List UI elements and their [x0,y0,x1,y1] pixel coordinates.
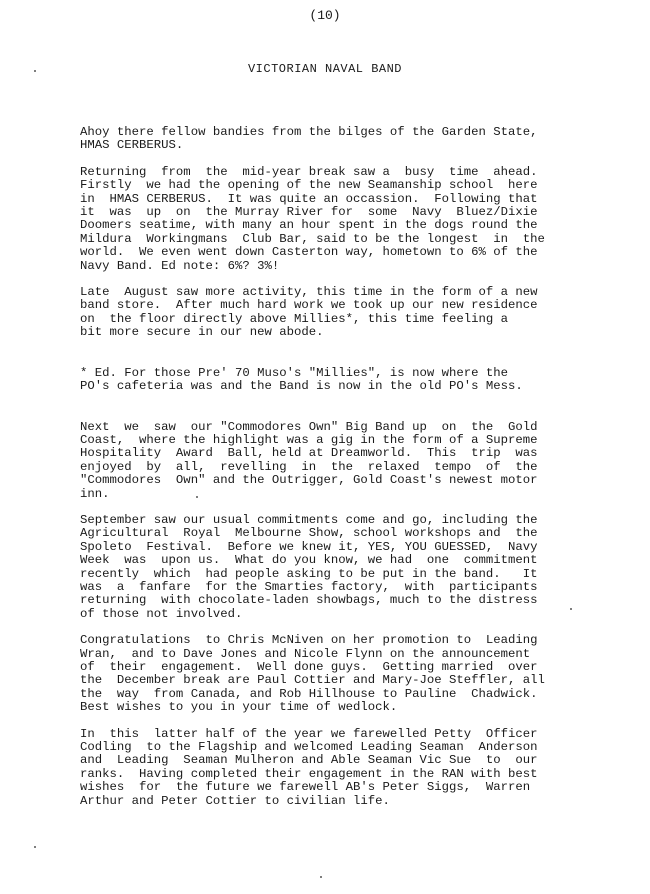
paragraph-farewells: In this latter half of the year we farewelled Petty Officer Codling to the Flagship and welcomed Leading Seaman Anderson and Leading Seaman Mulheron and Able Seaman Vic Sue to our ranks. Having completed their engagement in the RAN with best wishes for the future we farewell AB's Peter Siggs, Warren Arthur and Peter Cottier to civilian life. [80,726,538,808]
scan-speck [570,608,572,610]
page-title: VICTORIAN NAVAL BAND [247,62,403,76]
paragraph-editor-note: * Ed. For those Pre' 70 Muso's "Millies", is now where the PO's cafeteria was and the Band is now in the old PO's Mess. [80,365,523,394]
paragraph-september: September saw our usual commitments come and go, including the Agricultural Royal Melbourne Show, school workshops and the Spoleto Festival. Before we knew it, YES, YOU GUESSED, Navy Week was upon us. What do you know, we had one commitment recently which had people asking to be put in the band. It was a fanfare for the Smarties factory, with participants returning with chocolate-laden showbags, much to the distress of those not involved. [80,512,538,621]
paragraph-congratulations: Congratulations to Chris McNiven on her promotion to Leading Wran, and to Dave Jones and Nicole Flynn on the announcement of their engagement. Well done guys. Getting married over the December break are Paul Cottier and Mary-Joe Steffler, all the way from Canada, and Rob Hillhouse to Pauline Chadwick. Best wishes to you in your time of wedlock. [80,633,545,715]
paragraph-late-august: Late August saw more activity, this time in the form of a new band store. After much hard work we took up our new residence on the floor directly above Millies*, this time feeling a bit more secure in our new abode. [80,285,538,340]
paragraph-commodores-own: Next we saw our "Commodores Own" Big Band up on the Gold Coast, where the highlight was a gig in the form of a Supreme Hospitality Award Ball, held at Dreamworld. This trip was enjoyed by all, revelling in the relaxed tempo of the "Commodores Own" and the Outrigger, Gold Coast's newest motor inn. [80,419,538,501]
article-body [80,126,570,808]
paragraph-greeting: Ahoy there fellow bandies from the bilges of the Garden State, HMAS CERBERUS. [80,125,538,153]
scan-speck [34,70,36,72]
scan-speck [34,846,36,848]
scan-speck [320,876,322,878]
paragraph-returning: Returning from the mid-year break saw a busy time ahead. Firstly we had the opening of the new Seamanship school here in HMAS CERBERUS. It was quite an occassion. Following that it was up on the Murray River for some Navy Bluez/Dixie Doomers seatime, with many an hour spent in the dogs round the Mildura Workingmans Club Bar, said to be the longest in the world. We even went down Casterton way, hometown to 6% of the Navy Band. Ed note: 6%? 3%! [80,164,545,273]
page-number: (10) [309,8,341,23]
scan-speck [196,496,198,498]
